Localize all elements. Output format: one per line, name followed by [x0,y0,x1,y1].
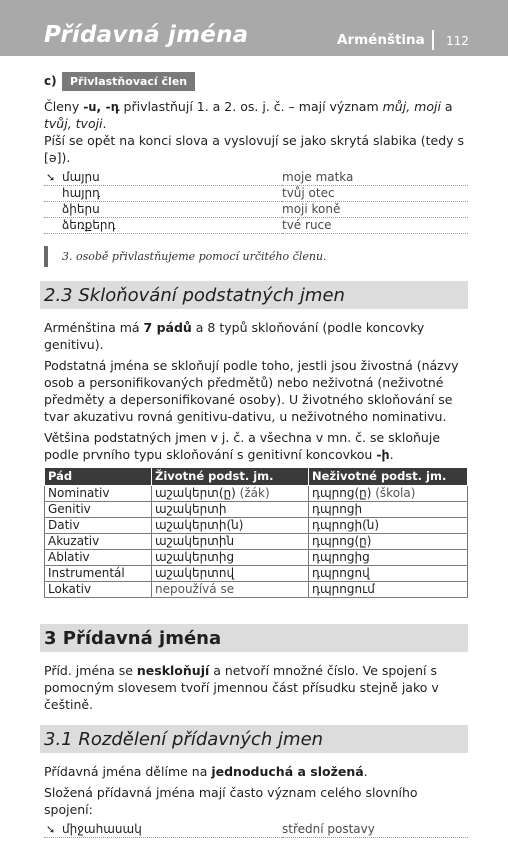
paragraph [44,319,468,353]
suffix-text: -ի [376,447,390,462]
suffix-text: -ս, -դ [83,99,120,114]
example-czech: moji koně [282,202,468,218]
table-row [45,550,468,566]
gloss: (žák) [235,486,270,500]
example-czech: moje matka [282,170,468,186]
example-table [44,170,468,234]
subsection-label: Přivlastňovací člen [62,72,195,91]
example-armenian [44,822,282,838]
text: přivlastňují 1. a 2. os. j. č. – mají význam [119,99,383,114]
column-header: Životné podst. jm. [152,468,309,486]
armenian-word: մայրս [62,170,100,184]
declension-table [44,467,468,598]
text: Členy [44,99,84,114]
case-name: Akuzativ [45,534,152,550]
text: Arménština má [44,320,144,335]
text: Přídavná jména dělíme na [44,764,212,779]
case-name: Lokativ [45,582,152,598]
paragraph [44,763,468,780]
spacer [44,717,468,725]
italic-text: tvůj, tvoji [44,116,103,131]
case-name: Instrumentál [45,566,152,582]
arrow-down-right-icon: ➘ [46,171,56,184]
armenian-word: դպրոց(ը) [312,486,372,500]
animate-form: nepoužívá se [152,582,309,598]
text: Většina podstatných jmen v j. č. a všechna v mn. č. se skloňuje podle prvního typu skloňování s genitivní koncovkou [44,430,441,462]
inanimate-form: դպրոց(ը) [309,534,468,550]
armenian-word: աշակերտ(ը) [155,486,236,500]
chapter-title: Přídavná jména [44,22,249,48]
animate-form: աշակերտի [152,502,309,518]
example-armenian [44,170,282,186]
text: a 8 typů skloňování (podle koncovky genitivu). [44,320,425,352]
header-divider [432,30,434,50]
gloss: (škola) [371,486,416,500]
page-header [0,0,508,56]
paragraph: Podstatná jména se skloňují podle toho, jestli jsou živostná (názvy osob a personifikovaných předmětů) nebo neživotná (neživotné předměty a depersonifikované osoby). U životného skloňování se tvar akuzativu rovná genitivu-dativu, u neživotného nominativu. [44,358,459,424]
inanimate-form: դպրոցի [309,502,468,518]
arrow-down-right-icon: ➘ [46,823,56,836]
case-name: Ablativ [45,550,152,566]
armenian-word: միջահասակ [62,822,142,836]
book-language: Arménština [337,32,425,48]
case-name: Dativ [45,518,152,534]
paragraph [44,662,468,713]
paragraph [44,98,468,166]
subsection-letter: c) [44,74,57,88]
animate-form [152,486,309,502]
inanimate-form: դպրոցի(ն) [309,518,468,534]
bold-text: neskloňují [136,663,210,678]
subsection-header [44,72,468,91]
paragraph [44,429,468,463]
example-row [44,186,468,202]
example-armenian: ձեռքերդ [44,218,282,234]
text: a netvoří množné číslo. Ve spojení s pomocným slovesem tvoří jmennou část přísudku stejně jako v češtině. [44,663,439,712]
page-content [44,72,468,846]
table-row [45,486,468,502]
text: . [389,447,394,462]
bold-text: jednoduchá a složená [211,764,364,779]
text: Příd. jména se [44,663,137,678]
inanimate-form [309,486,468,502]
section-heading: 2.3 Skloňování podstatných jmen [40,281,468,309]
animate-form: աշակերտից [152,550,309,566]
example-table [44,822,468,838]
animate-form: աշակերտի(ն) [152,518,309,534]
example-czech: tvé ruce [282,218,468,234]
table-row [45,566,468,582]
inanimate-form: դպրոցով [309,566,468,582]
section-heading: 3 Přídavná jména [40,624,468,652]
text: a [440,99,453,114]
animate-form: աշակերտին [152,534,309,550]
bold-text: 7 pádů [143,320,192,335]
example-row [44,202,468,218]
table-row [45,582,468,598]
column-header: Neživotné podst. jm. [309,468,468,486]
text: . [363,764,368,779]
inanimate-form: դպրոցում [309,582,468,598]
animate-form: աշակերտով [152,566,309,582]
table-row [45,502,468,518]
section-heading: 3.1 Rozdělení přídavných jmen [40,725,468,753]
table-row [45,534,468,550]
example-armenian: ձիերս [44,202,282,218]
italic-text: můj, moji [382,99,441,114]
note-box: 3. osobě přivlastňujeme pomocí určitého členu. [44,246,468,267]
example-row [44,822,468,838]
example-row [44,170,468,186]
table-row [45,518,468,534]
page-number: 112 [446,34,469,48]
text: Píší se opět na konci slova a vyslovují se jako skrytá slabika (tedy s [ə]). [44,133,465,165]
case-name: Genitiv [45,502,152,518]
example-czech: tvůj otec [282,186,468,202]
case-name: Nominativ [45,486,152,502]
inanimate-form: դպրոցից [309,550,468,566]
spacer [44,598,468,624]
column-header: Pád [45,468,152,486]
example-czech: střední postavy [282,822,468,838]
example-armenian: հայրդ [44,186,282,202]
text: . [102,116,107,131]
paragraph: Složená přídavná jména mají často význam celého slovního spojení: [44,785,418,817]
table-header-row [45,468,468,486]
example-row [44,218,468,234]
